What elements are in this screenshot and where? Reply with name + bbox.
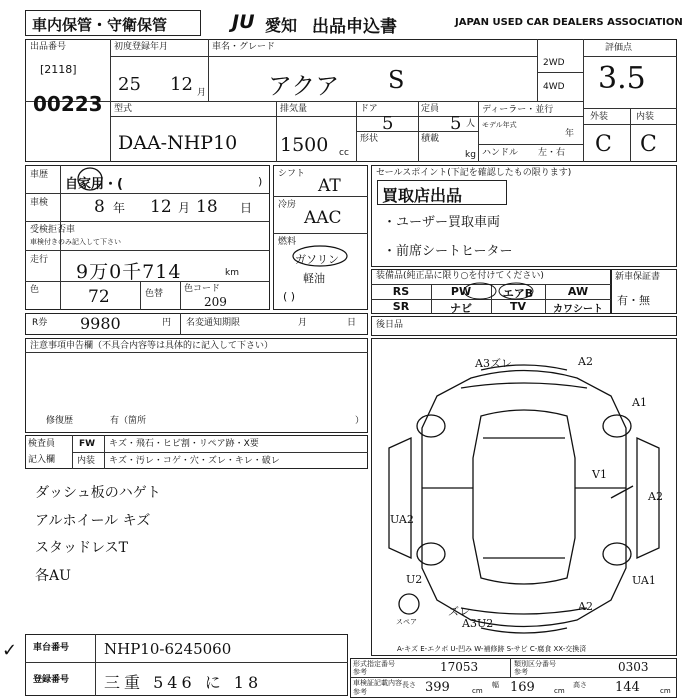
mileage-label: 走行 <box>30 255 49 265</box>
repair-label: 修復歴 <box>46 416 74 426</box>
reg-year: 25 <box>118 74 141 95</box>
size-ref-label: 参考 <box>353 688 367 696</box>
insp-day-unit: 日 <box>240 201 253 215</box>
exterior-grade: C <box>595 132 612 157</box>
doors-value: 5 <box>382 113 394 134</box>
type-label: 形式指定番号 <box>353 660 395 668</box>
plate-value: 三重 546 に 18 <box>104 673 263 692</box>
hand-note-2: アルホイール キズ <box>35 513 151 529</box>
equip-pw: PW <box>450 285 472 298</box>
height-label: 高さ <box>573 681 587 689</box>
class-value: 0303 <box>618 660 649 674</box>
length-value: 399 <box>425 680 450 695</box>
divider <box>25 250 270 251</box>
r-value: 9980 <box>80 314 121 333</box>
divider <box>510 658 511 677</box>
divider <box>478 116 583 117</box>
doors-label: ドア <box>360 104 378 114</box>
fw-items: キズ・飛石・ヒビ割・リペア跡・X要 <box>109 439 259 449</box>
damage-mark-ua2: UA2 <box>390 513 414 526</box>
interior-label: 内装 <box>636 112 655 122</box>
divider <box>478 144 583 145</box>
color-code-label: 色コード <box>184 284 221 294</box>
repair-value: 有（箇所 <box>110 416 147 426</box>
car-diagram <box>371 338 677 656</box>
type-ref-label: 参考 <box>353 668 367 676</box>
drive-2wd: 2WD <box>543 58 565 68</box>
load-label: 積載 <box>421 134 440 144</box>
approved-label: 受検拒否車 <box>30 225 76 235</box>
damage-mark-a1: A1 <box>632 396 647 409</box>
lot-label: 出品番号 <box>30 42 67 52</box>
lot-sub: [2118] <box>40 63 77 76</box>
model-label: 型式 <box>114 104 133 114</box>
cc-unit: cc <box>339 148 349 158</box>
fuel-label: 燃料 <box>278 237 297 247</box>
color-label: 色 <box>30 285 40 295</box>
divider <box>276 101 277 162</box>
circle-mark-icon <box>76 166 104 192</box>
storage-title: 車内保管・守衛保管 <box>32 16 168 34</box>
check-mark-icon: ✓ <box>2 640 18 661</box>
insp-year: 8 <box>94 197 105 217</box>
storage-title-box <box>25 10 201 36</box>
equip-navi: ナビ <box>450 302 472 315</box>
divider <box>25 221 270 222</box>
damage-mark-a2-top: A2 <box>578 355 593 368</box>
divider <box>583 124 677 125</box>
form-title: 出品申込書 <box>312 17 397 37</box>
damage-legend: A-キズ E-エクボ U-凹み W-補修跡 S-サビ C-腐食 XX-交換済 <box>397 645 587 653</box>
divider <box>110 116 276 117</box>
divider <box>180 281 181 310</box>
sales-point-2: ・前席シートヒーター <box>383 244 513 259</box>
width-unit: cm <box>554 687 565 695</box>
width-value: 169 <box>510 680 535 695</box>
km-unit: km <box>225 268 239 278</box>
hand-note-1: ダッシュ板のハゲト <box>35 485 161 501</box>
class-label: 類別区分番号 <box>514 660 556 668</box>
lot-number: 00223 <box>33 92 103 116</box>
capacity-unit: 人 <box>466 119 476 129</box>
r-label: R券 <box>32 318 48 328</box>
divider <box>25 101 583 102</box>
yen-unit: 円 <box>162 318 172 328</box>
height-unit: cm <box>660 687 671 695</box>
divider <box>110 56 537 57</box>
year-unit: 年 <box>565 129 575 139</box>
history-label: 車歴 <box>30 170 49 180</box>
equip-aw: AW <box>567 285 589 298</box>
model-year-label: モデル年式 <box>482 121 517 129</box>
entry-label: 記入欄 <box>28 455 56 465</box>
shift-label: シフト <box>278 169 306 179</box>
later-items-label: 後日品 <box>376 320 404 330</box>
divider <box>104 435 105 469</box>
org-name: 愛知 <box>265 16 298 35</box>
class-ref-label: 参考 <box>514 668 528 676</box>
divider <box>537 39 538 101</box>
plate-label: 登録番号 <box>33 675 70 685</box>
inspection-label: 車検 <box>30 198 49 208</box>
reg-month: 12 <box>170 74 193 95</box>
divider <box>478 101 479 162</box>
handle-value: 左・右 <box>538 148 566 158</box>
history-close: ) <box>258 175 263 188</box>
notes-header: 注意事項申告欄（不具合内容等は具体的に記入して下さい） <box>30 341 274 351</box>
divider <box>25 352 368 353</box>
history-value: 自家用・( <box>65 177 123 192</box>
damage-mark-v1: V1 <box>592 468 607 481</box>
damage-mark-a2-bottom: A2 <box>578 600 593 613</box>
insp-day: 18 <box>196 197 218 217</box>
hand-note-4: 各AU <box>35 568 71 584</box>
equip-airbag: エアB <box>502 287 534 300</box>
kg-unit: kg <box>465 150 476 160</box>
color-change-label: 色替 <box>145 289 164 299</box>
interior-notes-label: 内装 <box>77 456 96 466</box>
insp-month: 12 <box>150 197 172 217</box>
divider <box>25 662 348 663</box>
length-label: 長さ <box>402 681 416 689</box>
color-value: 72 <box>88 287 110 307</box>
insp-year-unit: 年 <box>113 201 126 215</box>
divider <box>583 56 677 57</box>
equip-rs: RS <box>392 285 410 298</box>
damage-mark-a3: A3ズレ <box>475 357 512 370</box>
exterior-label: 外装 <box>590 112 609 122</box>
equip-leather: カワシート <box>553 304 603 315</box>
ju-logo: JU <box>232 11 255 33</box>
car-name-label: 車名・グレード <box>212 42 276 52</box>
car-grade: S <box>388 66 405 94</box>
fw-label: FW <box>79 439 96 449</box>
equip-tv: TV <box>509 300 527 313</box>
warranty-value: 有・無 <box>617 294 650 307</box>
color-code-value: 209 <box>204 295 227 309</box>
width-label: 幅 <box>492 681 499 689</box>
divider <box>180 313 181 335</box>
displacement-label: 排気量 <box>280 104 308 114</box>
divider <box>140 281 141 310</box>
mileage-value: 9万0千714 <box>76 261 182 283</box>
height-value: 144 <box>615 680 640 695</box>
interior-grade: C <box>640 132 657 157</box>
name-change-month: 月 <box>298 318 308 328</box>
divider <box>95 634 96 696</box>
first-reg-label: 初度登録年月 <box>114 42 169 52</box>
divider <box>350 677 677 678</box>
aircon-value: AAC <box>304 208 342 228</box>
divider <box>583 39 584 162</box>
name-change-label: 名変通知期限 <box>186 318 241 328</box>
rating-value: 3.5 <box>598 61 646 96</box>
divider <box>208 39 209 101</box>
drive-4wd: 4WD <box>543 82 565 92</box>
equip-sr: SR <box>392 300 410 313</box>
shift-value: AT <box>318 176 341 196</box>
equipment-label: 装備品(純正品に限り○を付けてください) <box>376 271 544 281</box>
divider <box>537 72 583 73</box>
damage-mark-a3u2: A3U2 <box>462 617 494 630</box>
month-unit: 月 <box>197 88 207 98</box>
model-value: DAA-NHP10 <box>118 132 238 154</box>
car-name: アクア <box>268 72 340 100</box>
damage-mark-u2: U2 <box>406 573 423 586</box>
sales-label: セールスポイント(下記を確認したもの限ります) <box>376 168 572 178</box>
rating-label: 評価点 <box>605 43 633 53</box>
english-title: JAPAN USED CAR DEALERS ASSOCIATION <box>455 17 683 28</box>
damage-mark-zure: ズレ <box>448 605 470 618</box>
divider <box>273 196 368 197</box>
spare-label: スペア <box>396 618 417 626</box>
handle-label: ハンドル <box>482 148 519 158</box>
damage-mark-ua1: UA1 <box>632 574 656 587</box>
fuel-value: ガソリン <box>295 253 339 266</box>
inspector-label: 検査員 <box>28 439 56 449</box>
repair-close: ） <box>355 416 365 426</box>
chassis-label: 車台番号 <box>33 643 70 653</box>
damage-mark-a2-right: A2 <box>648 490 663 503</box>
equip-circle-icon <box>462 281 534 301</box>
sales-point-1: ・ユーザー買取車両 <box>383 215 501 230</box>
divider <box>630 108 631 162</box>
fuel-other: ( ) <box>283 290 296 303</box>
divider <box>72 452 368 453</box>
type-value: 17053 <box>440 660 479 674</box>
fuel-diesel: 軽油 <box>303 272 325 285</box>
capacity-value: 5 <box>450 113 462 134</box>
sales-stamp-box <box>377 180 507 205</box>
divider <box>273 233 368 234</box>
displacement-value: 1500 <box>280 134 329 156</box>
length-unit: cm <box>472 687 483 695</box>
insp-month-unit: 月 <box>178 201 191 215</box>
sales-stamp: 買取店出品 <box>382 186 463 205</box>
size-label: 車検証記載内容 <box>353 679 402 687</box>
divider <box>583 108 677 109</box>
approved-sub: 車検付きのみ記入して下さい <box>30 238 121 246</box>
name-change-day: 日 <box>347 318 357 328</box>
warranty-label: 新車保証書 <box>615 272 661 282</box>
interior-notes-items: キズ・汚レ・コゲ・穴・ズレ・キレ・破レ <box>109 456 280 466</box>
aircon-label: 冷房 <box>278 200 297 210</box>
hand-note-3: スタッドレスT <box>35 540 128 556</box>
divider <box>25 193 270 194</box>
divider <box>276 116 356 117</box>
later-items-box <box>371 316 677 336</box>
fuel-circle-icon <box>290 244 350 268</box>
dealer-label: ディーラー・並行 <box>482 105 554 115</box>
shape-label: 形状 <box>360 134 379 144</box>
capacity-label: 定員 <box>421 104 440 114</box>
chassis-value: NHP10-6245060 <box>104 640 232 658</box>
